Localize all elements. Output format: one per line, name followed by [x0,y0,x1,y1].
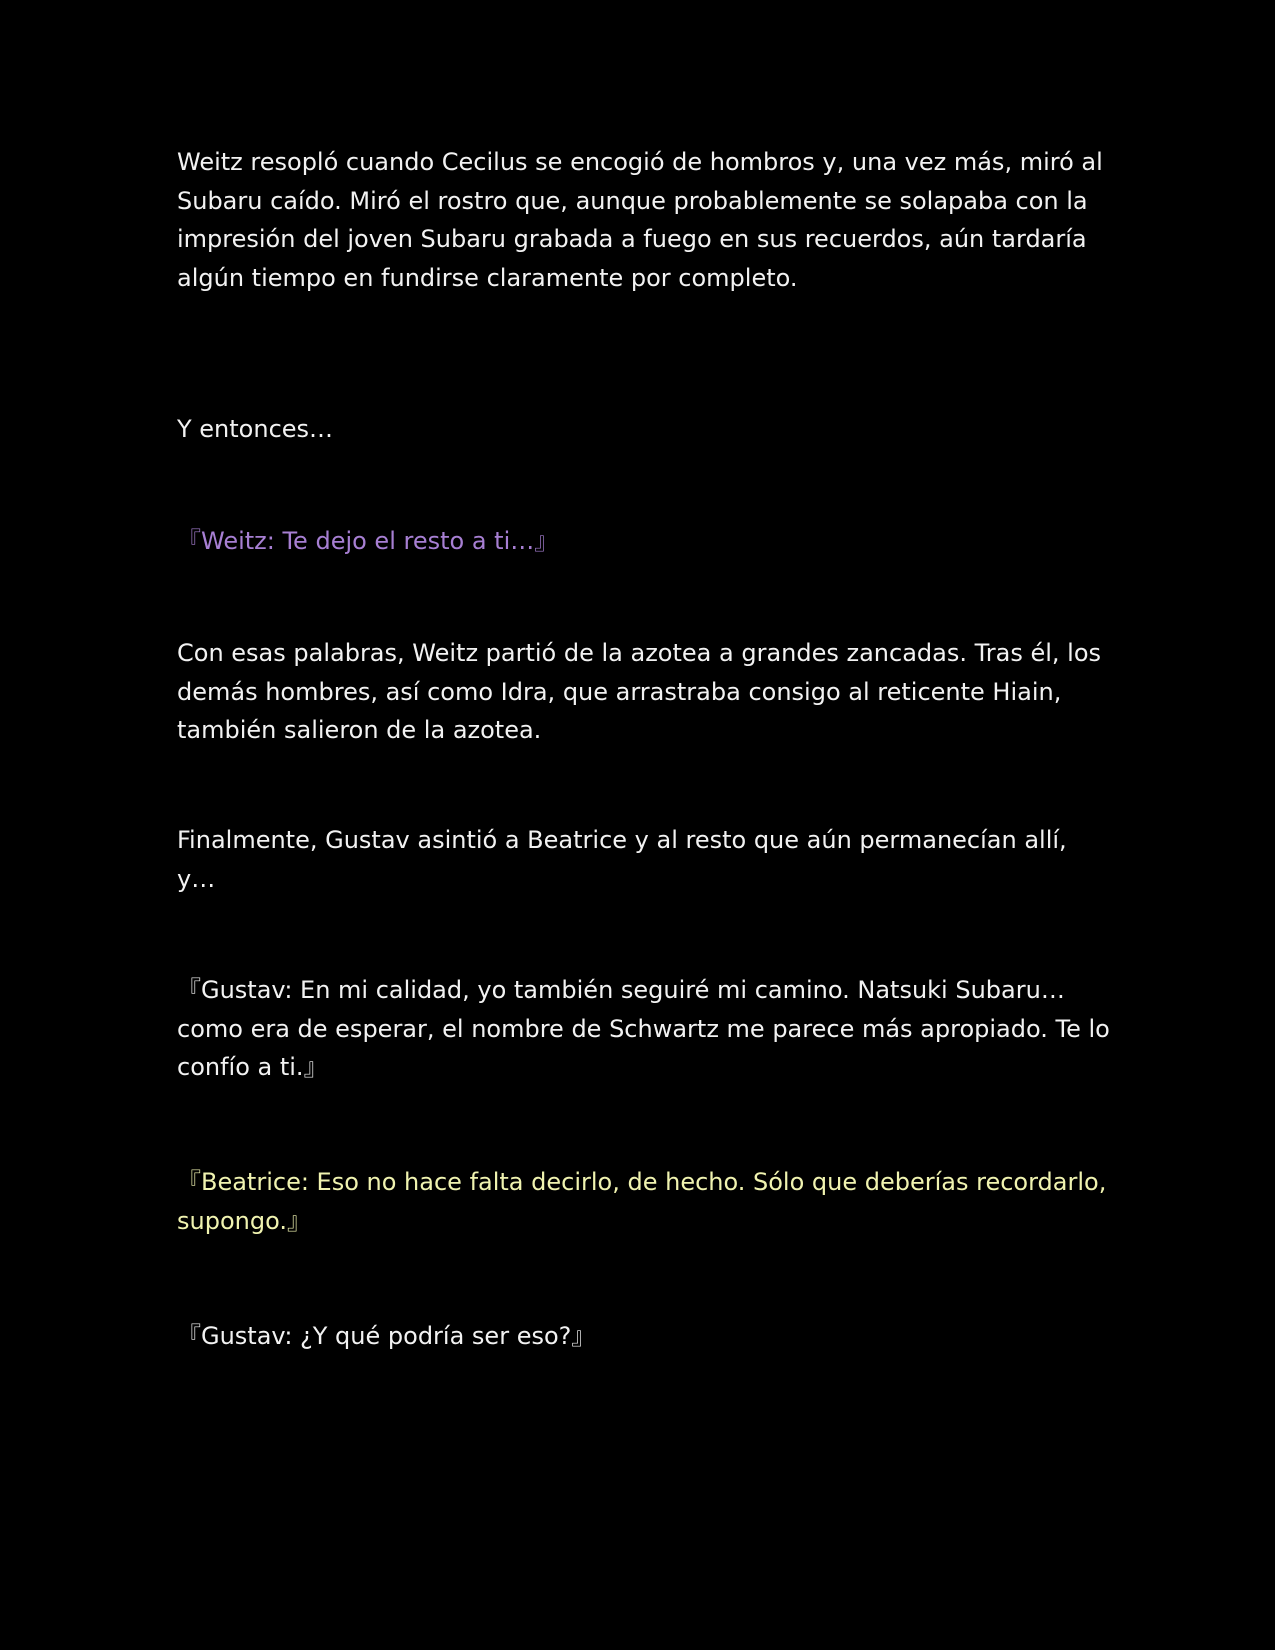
narration-paragraph-weitz-leaves: Con esas palabras, Weitz partió de la azotea a grandes zancadas. Tras él, los demás hombres, así como Idra, que arrastraba consigo al reticente Hiain, también salieron de la azotea. [177,639,1101,744]
dialogue-gustav-farewell: 『Gustav: En mi calidad, yo también seguiré mi camino. Natsuki Subaru… como era de esperar, el nombre de Schwartz me parece más apropiado. Te lo confío a ti.』 [177,976,1110,1081]
narration-paragraph-and-then: Y entonces… [177,415,334,443]
narration-paragraph-gustav-nods: Finalmente, Gustav asintió a Beatrice y al resto que aún permanecían allí, y… [177,826,1067,893]
dialogue-weitz: 『Weitz: Te dejo el resto a ti…』 [177,527,559,555]
dialogue-gustav-question: 『Gustav: ¿Y qué podría ser eso?』 [177,1322,596,1350]
narration-paragraph-weitz-sigh: Weitz resopló cuando Cecilus se encogió de hombros y, una vez más, miró al Subaru caído. Miró el rostro que, aunque probablemente se solapaba con la impresión del joven Subaru grabada a fuego en sus recuerdos, aún tardaría algún tiempo en fundirse claramente por completo. [177,148,1103,292]
dialogue-beatrice: 『Beatrice: Eso no hace falta decirlo, de hecho. Sólo que deberías recordarlo, supongo.』 [177,1168,1107,1235]
